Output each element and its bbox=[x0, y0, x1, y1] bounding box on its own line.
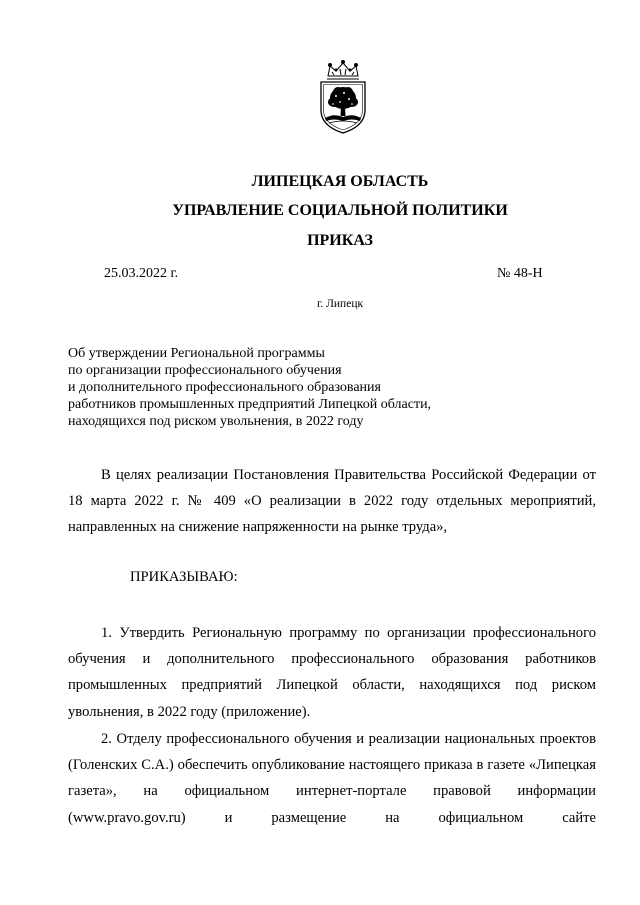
order-city: г. Липецк bbox=[316, 298, 364, 310]
order-item-2: 2. Отделу профессионального обучения и реализации национальных проектов (Голенских С.А.) обеспечить опубликование настоящего приказа в газете «Липецкая газета», на официальном интернет-портале правовой информации (www.pravo.gov.ru) и размещение на официальном сайте bbox=[68, 731, 596, 826]
order-title bbox=[68, 345, 508, 430]
order-number: № 48-Н bbox=[497, 266, 543, 281]
order-title-line: находящихся под риском увольнения, в 2022 году bbox=[68, 414, 364, 429]
order-item-1: 1. Утвердить Региональную программу по организации профессионального обучения и дополнительного профессионального образования работников промышленных предприятий Липецкой области, находящихся под риском увольнения, в 2022 году (приложение). bbox=[68, 625, 596, 720]
region-heading: ЛИПЕЦКАЯ ОБЛАСТЬ bbox=[251, 173, 429, 190]
order-title-line: по организации профессионального обучения bbox=[68, 363, 342, 378]
document-type-heading: ПРИКАЗ bbox=[307, 232, 373, 249]
preamble-paragraph: В целях реализации Постановления Правительства Российской Федерации от 18 марта 2022 г. № 409 «О реализации в 2022 году отдельных мероприятий, направленных на снижение напряженности на рынке труда», bbox=[68, 467, 596, 536]
order-date: 25.03.2022 г. bbox=[104, 266, 179, 281]
coat-of-arms-emblem bbox=[314, 60, 372, 136]
department-heading: УПРАВЛЕНИЕ СОЦИАЛЬНОЙ ПОЛИТИКИ bbox=[172, 202, 508, 219]
order-title-line: работников промышленных предприятий Липецкой области, bbox=[68, 397, 432, 412]
order-title-line: и дополнительного профессионального образования bbox=[68, 380, 381, 395]
order-directive-word: ПРИКАЗЫВАЮ: bbox=[130, 569, 238, 585]
order-title-line: Об утверждении Региональной программы bbox=[68, 346, 325, 361]
